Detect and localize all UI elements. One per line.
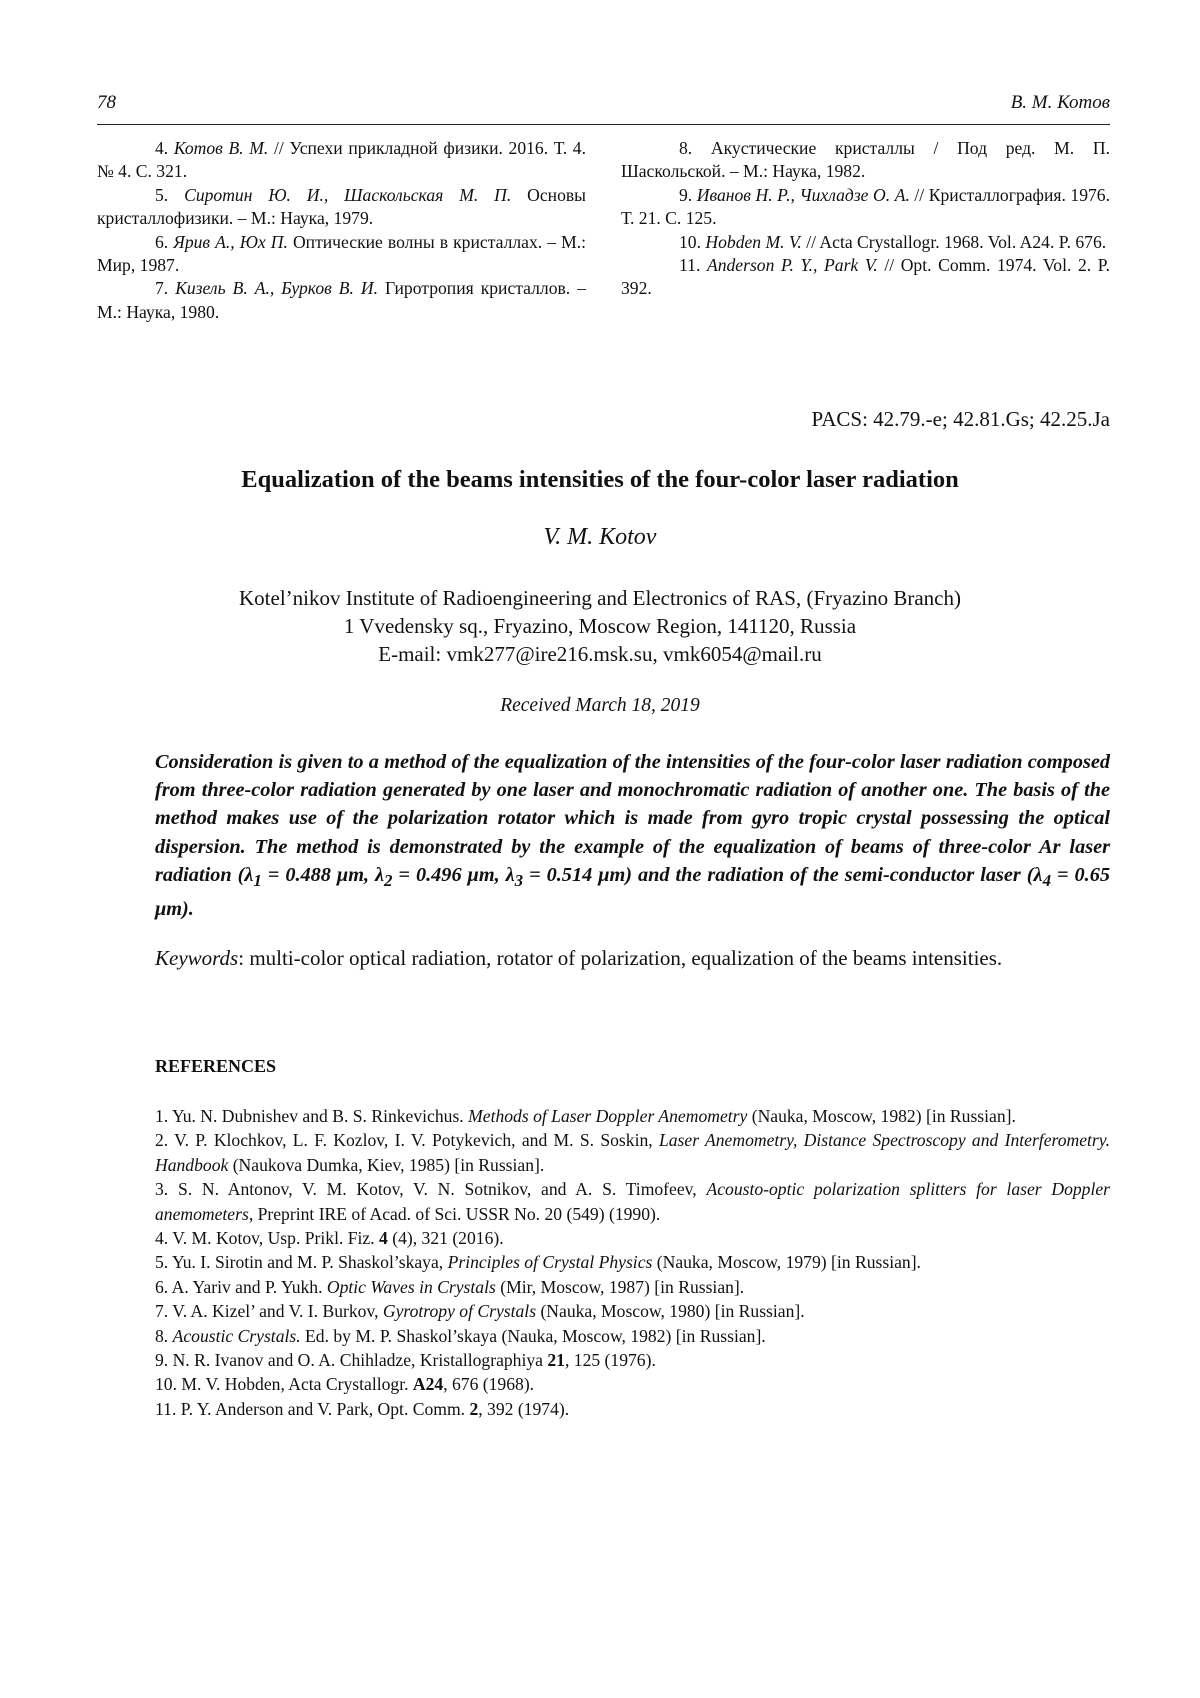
reference-item: 9. N. R. Ivanov and O. A. Chihladze, Kristallographiya 21, 125 (1976). [155, 1350, 656, 1371]
pacs-codes: PACS: 42.79.-e; 42.81.Gs; 42.25.Ja [811, 407, 1110, 431]
affiliation-institute: Kotel’nikov Institute of Radioengineering and Electronics of RAS, (Fryazino Branch) [239, 586, 961, 610]
reference-item: 1. Yu. N. Dubnishev and B. S. Rinkevichus. Methods of Laser Doppler Anemometry (Nauka, Moscow, 1982) [in Russian]. [155, 1106, 1016, 1126]
ru-reference: 9. Иванов Н. Р., Чихладзе О. А. // Кристаллография. 1976. Т. 21. С. 125. [621, 184, 1111, 229]
paper-title: Equalization of the beams intensities of the four-color laser radiation [241, 466, 959, 493]
keywords [155, 944, 1110, 973]
reference-item: 11. P. Y. Anderson and V. Park, Opt. Comm. 2, 392 (1974). [155, 1398, 570, 1419]
reference-item: 8. Acoustic Crystals. Ed. by M. P. Shaskol’skaya (Nauka, Moscow, 1982) [in Russian]. [155, 1325, 766, 1346]
ru-reference: 10. Hobden M. V. // Acta Crystallogr. 1968. Vol. A24. P. 676. [679, 231, 1107, 252]
reference-item: 2. V. P. Klochkov, L. F. Kozlov, I. V. Potykevich, and M. S. Soskin, Laser Anemometry, Distance Spectroscopy and Interferometry. Handbook (Naukova Dumka, Kiev, 1985) [in Russian]. [155, 1130, 1110, 1175]
affiliation [0, 584, 1200, 668]
reference-item: 10. M. V. Hobden, Acta Crystallogr. A24, 676 (1968). [155, 1374, 535, 1395]
received-date: Received March 18, 2019 [500, 695, 700, 716]
ru-reference: 5. Сиротин Ю. И., Шаскольская М. П. Основы кристаллофизики. – М.: Наука, 1979. [97, 184, 586, 229]
reference-item: 6. A. Yariv and P. Yukh. Optic Waves in Crystals (Mir, Moscow, 1987) [in Russian]. [155, 1276, 745, 1297]
page-number: 78 [97, 92, 116, 113]
references-list [155, 1104, 1110, 1421]
running-author: В. М. Котов [1010, 92, 1110, 113]
reference-item: 7. V. A. Kizel’ and V. I. Burkov, Gyrotropy of Crystals (Nauka, Moscow, 1980) [in Russian]. [155, 1301, 805, 1322]
russian-references-right [621, 137, 1110, 301]
keywords-label: Keywords [155, 946, 239, 970]
ru-reference: 11. Anderson P. Y., Park V. // Opt. Comm. 1974. Vol. 2. P. 392. [621, 255, 1111, 299]
abstract: Consideration is given to a method of the equalization of the intensities of the four-color laser radiation composed from three-color radiation generated by one laser and monochromatic radiation of another one. The basis of the method makes use of the polarization rotator which is made from gyro tropic crystal possessing the optical dispersion. The method is demonstrated by the example of the equalization of beams of three-color Ar laser radiation ($\lambda_1 = 0.488$ μm, $\lambda_2 = 0.496$ μm, $\lambda_3 = 0.514$ μm) and the radiation of the semi-conductor laser ($\lambda_4 = 0.65$ μm). [155, 751, 1110, 921]
paper-author: V. M. Kotov [543, 524, 657, 550]
affiliation-email: E-mail: vmk277@ire216.msk.su, vmk6054@mail.ru [378, 642, 822, 666]
reference-item: 3. S. N. Antonov, V. M. Kotov, V. N. Sotnikov, and A. S. Timofeev, Acousto-optic polarization splitters for laser Doppler anemometers, Preprint IRE of Acad. of Sci. USSR No. 20 (549) (1990). [155, 1179, 1111, 1224]
ru-reference: 7. Кизель В. А., Бурков В. И. Гиротропия кристаллов. – М.: Наука, 1980. [97, 278, 586, 322]
reference-item: 4. V. M. Kotov, Usp. Prikl. Fiz. 4 (4), 321 (2016). [155, 1228, 504, 1249]
ru-reference: 4. Котов В. М. // Успехи прикладной физики. 2016. Т. 4. № 4. С. 321. [97, 138, 586, 182]
keywords-text: : multi-color optical radiation, rotator of polarization, equalization of the beams intensities. [238, 946, 1003, 970]
russian-references-left [97, 137, 586, 324]
ru-reference: 8. Акустические кристаллы / Под ред. М. П. Шаскольской. – М.: Наука, 1982. [621, 138, 1110, 182]
references-heading: REFERENCES [155, 1056, 277, 1076]
running-header [97, 92, 1110, 125]
reference-item: 5. Yu. I. Sirotin and M. P. Shaskol’skaya, Principles of Crystal Physics (Nauka, Moscow, 1979) [in Russian]. [155, 1252, 921, 1273]
affiliation-address: 1 Vvedensky sq., Fryazino, Moscow Region, 141120, Russia [343, 614, 857, 638]
ru-reference: 6. Ярив А., Юх П. Оптические волны в кристаллах. – М.: Мир, 1987. [97, 231, 586, 276]
